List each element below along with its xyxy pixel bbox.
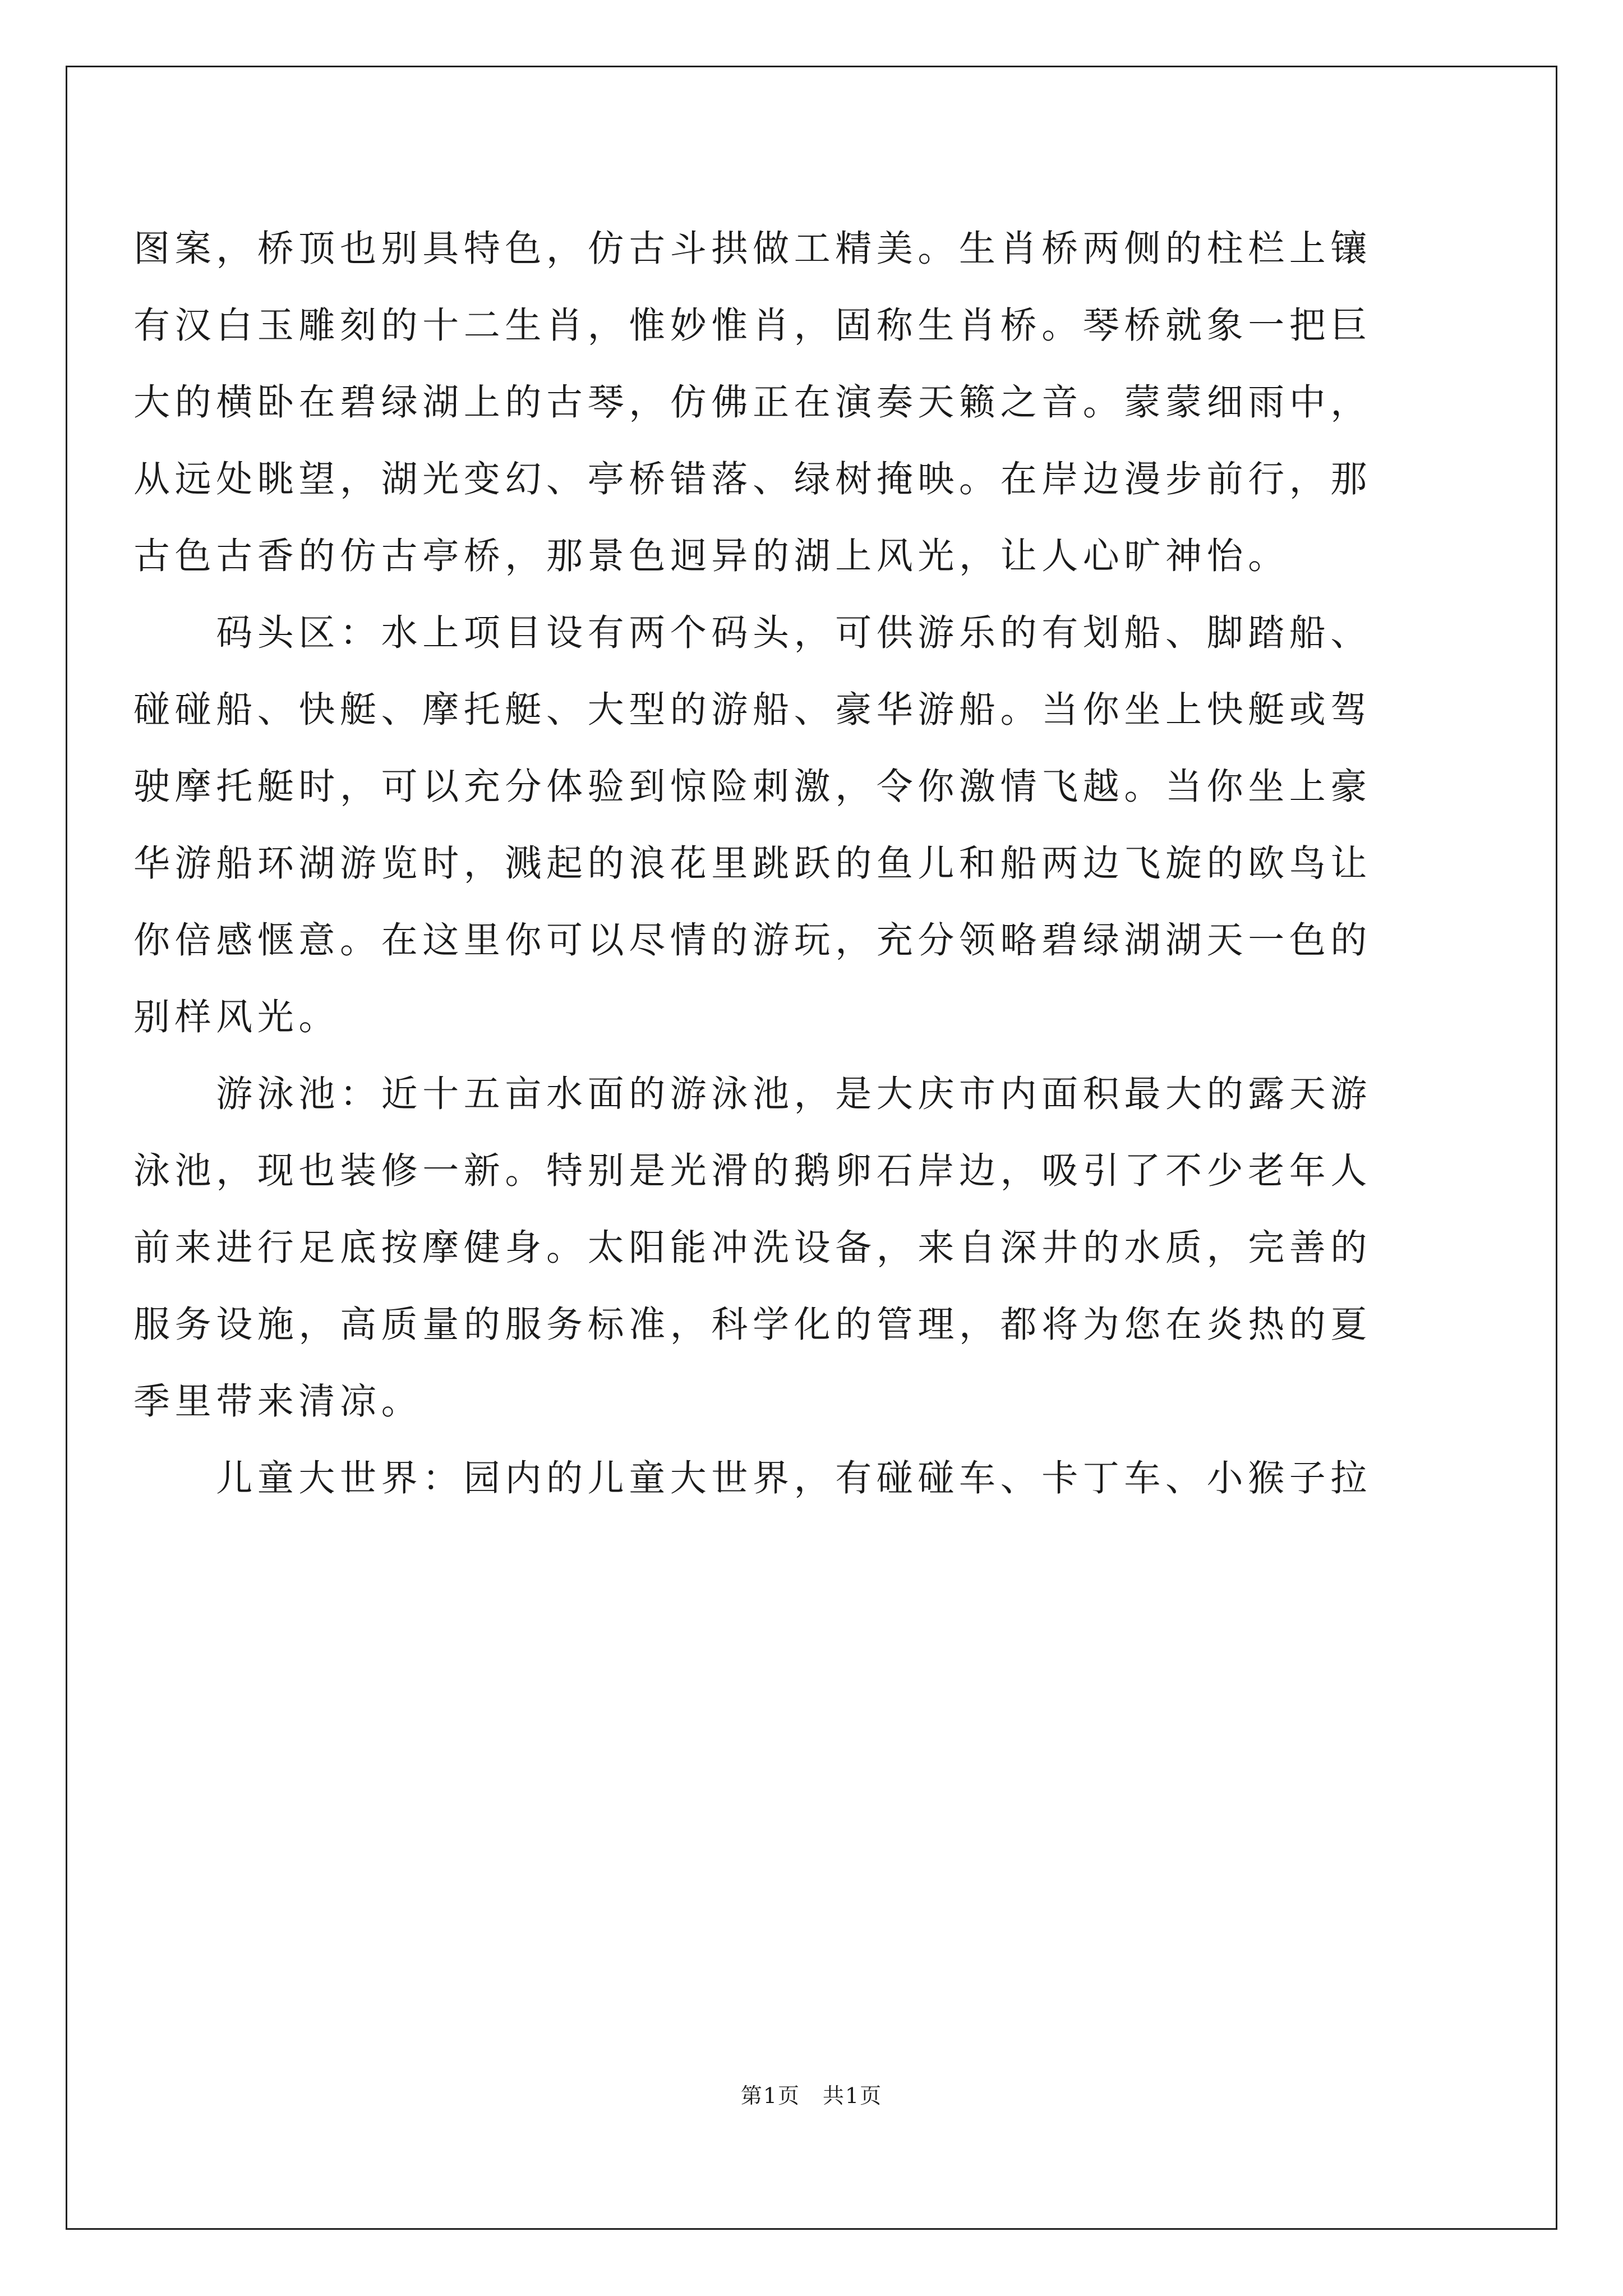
text-line: 大的横卧在碧绿湖上的古琴，仿佛正在演奏天籁之音。蒙蒙细雨中，	[133, 381, 1372, 424]
text-line: 泳池，现也装修一新。特别是光滑的鹅卵石岸边，吸引了不少老年人	[133, 1150, 1372, 1192]
text-line: 驶摩托艇时，可以充分体验到惊险刺激，令你激情飞越。当你坐上豪	[133, 766, 1372, 808]
page-number-footer: 第1页 共1页	[740, 2083, 883, 2108]
text-line: 儿童大世界：园内的儿童大世界，有碰碰车、卡丁车、小猴子拉	[133, 1457, 1372, 1499]
text-line: 前来进行足底按摩健身。太阳能冲洗设备，来自深井的水质，完善的	[133, 1227, 1372, 1269]
text-line: 季里带来清凉。	[133, 1381, 423, 1423]
text-line: 服务设施，高质量的服务标准，科学化的管理，都将为您在炎热的夏	[133, 1304, 1372, 1346]
text-line: 古色古香的仿古亭桥，那景色迥异的湖上风光，让人心旷神怡。	[133, 535, 1289, 577]
text-line: 碰碰船、快艇、摩托艇、大型的游船、豪华游船。当你坐上快艇或驾	[133, 689, 1372, 731]
text-line: 你倍感惬意。在这里你可以尽情的游玩，充分领略碧绿湖湖天一色的	[133, 919, 1372, 961]
text-line: 别样风光。	[133, 996, 340, 1038]
text-line: 有汉白玉雕刻的十二生肖，惟妙惟肖，固称生肖桥。琴桥就象一把巨	[133, 305, 1372, 347]
text-line: 图案，桥顶也别具特色，仿古斗拱做工精美。生肖桥两侧的柱栏上镶	[133, 228, 1372, 270]
text-line: 码头区：水上项目设有两个码头，可供游乐的有划船、脚踏船、	[133, 612, 1372, 654]
text-line: 华游船环湖游览时，溅起的浪花里跳跃的鱼儿和船两边飞旋的欧鸟让	[133, 843, 1372, 885]
text-line: 游泳池：近十五亩水面的游泳池，是大庆市内面积最大的露天游	[133, 1073, 1372, 1115]
text-line: 从远处眺望，湖光变幻、亭桥错落、绿树掩映。在岸边漫步前行，那	[133, 458, 1372, 500]
